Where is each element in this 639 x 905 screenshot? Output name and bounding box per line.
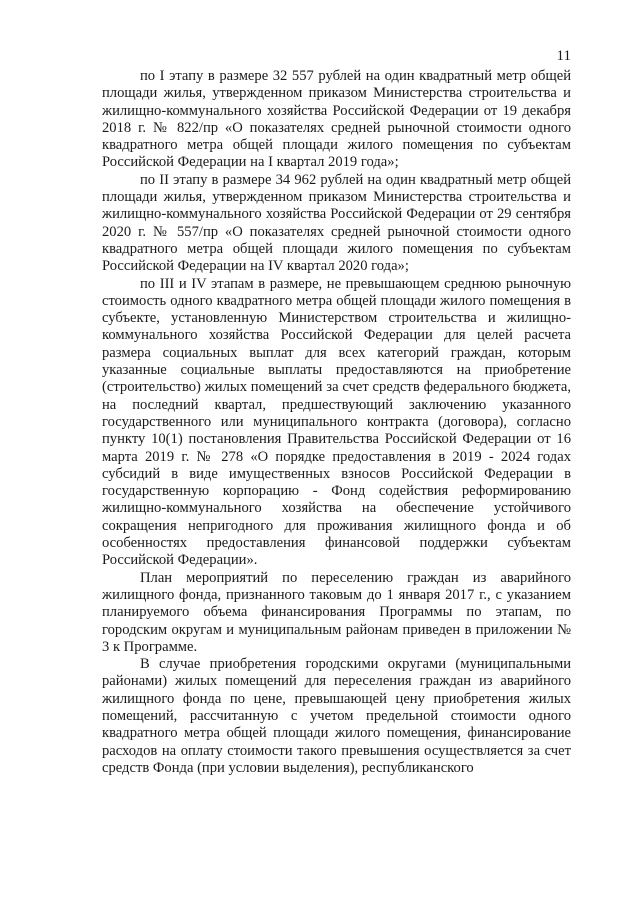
document-body bbox=[102, 68, 571, 777]
paragraph-stage-1: по I этапу в размере 32 557 рублей на один квадратный метр общей площади жилья, утвержденном приказом Министерства строительства и жилищно-коммунального хозяйства Российской Федерации от 19 декабря 2018 г. № 822/пр «О показателях средней рыночной стоимости одного квадратного метра общей площади жилого помещения по субъектам Российской Федерации на I квартал 2019 года»; bbox=[102, 68, 571, 171]
paragraph-stage-2: по II этапу в размере 34 962 рублей на один квадратный метр общей площади жилья, утвержденном приказом Министерства строительства и жилищно-коммунального хозяйства Российской Федерации от 29 сентября 2020 г. № 557/пр «О показателях средней рыночной стоимости одного квадратного метра общей площади жилого помещения по субъектам Российской Федерации на IV квартал 2020 года»; bbox=[102, 171, 571, 275]
paragraph-stage-3-4: по III и IV этапам в размере, не превышающем среднюю рыночную стоимость одного квадратного метра общей площади жилого помещения в субъекте, установленную Министерством строительства и жилищно-коммунального хозяйства Российской Федерации для целей расчета размера социальных выплат для всех категорий граждан, которым указанные социальные выплаты предоставляются на приобретение (строительство) жилых помещений за счет средств федерального бюджета, на последний квартал, предшествующий заключению указанного государственного или муниципального контракта (договора), согласно пункту 10(1) постановления Правительства Российской Федерации от 16 марта 2019 г. № 278 «О порядке предоставления в 2019 - 2024 годах субсидий в виде имущественных взносов Российской Федерации в государственную корпорацию - Фонд содействия реформированию жилищно-коммунального хозяйства на обеспечение устойчивого сокращения непригодного для проживания жилищного фонда и об особенностях предоставления финансовой поддержки субъектам Российской Федерации». bbox=[102, 275, 571, 569]
page-number: 11 bbox=[556, 48, 571, 64]
paragraph-resettlement-plan: План мероприятий по переселению граждан из аварийного жилищного фонда, признанного таковым до 1 января 2017 г., с указанием планируемого объема финансирования Программы по этапам, по городским округам и муниципальным районам приведен в приложении № 3 к Программе. bbox=[102, 569, 571, 655]
paragraph-price-excess: В случае приобретения городскими округами (муниципальными районами) жилых помещений для переселения граждан из аварийного жилищного фонда по цене, превышающей цену приобретения жилых помещений, рассчитанную с учетом предельной стоимости одного квадратного метра общей площади жилого помещения, финансирование расходов на оплату стоимости такого превышения осуществляется за счет средств Фонда (при условии выделения), республиканского bbox=[102, 656, 571, 776]
